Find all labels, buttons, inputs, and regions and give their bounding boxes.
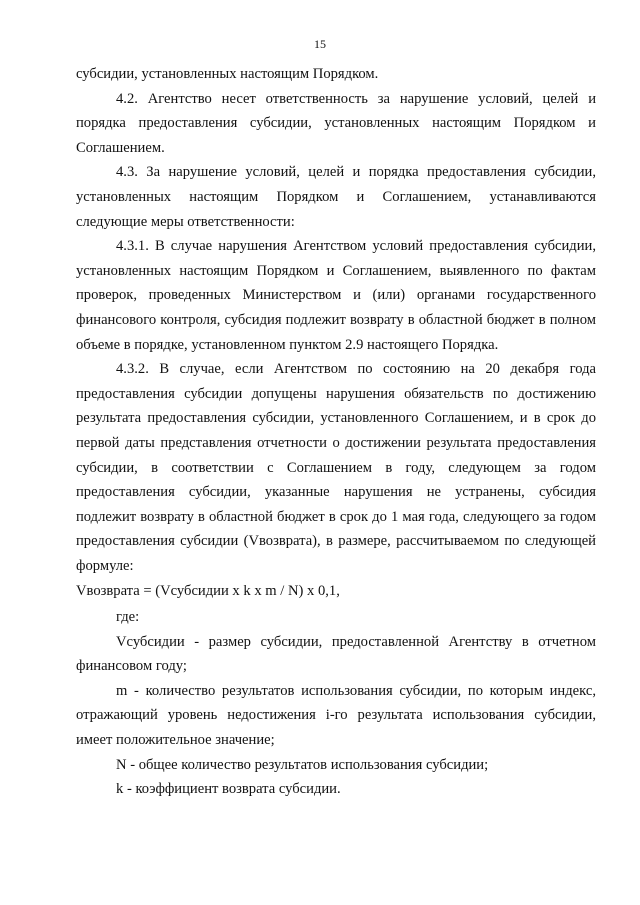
definition-k: k - коэффициент возврата субсидии. [116, 781, 341, 798]
definition-m: m - количество результатов использования субсидии, по которым индекс, отражающий уровень недостижения i-го результата использования субсидии, имеет положительное значение; [76, 682, 596, 749]
paragraph-continuation: субсидии, установленных настоящим Порядком. [76, 66, 379, 82]
document-body [76, 62, 596, 802]
formula: Vвозврата = (Vсубсидии x k x m / N) x 0,1, [76, 583, 340, 600]
paragraph-4-3: 4.3. За нарушение условий, целей и порядка предоставления субсидии, установленных настоящим Порядком и Соглашением, устанавливаются следующие меры ответственности: [76, 164, 596, 230]
page-number: 15 [314, 37, 326, 51]
paragraph-4-3-1: 4.3.1. В случае нарушения Агентством условий предоставления субсидии, установленных настоящим Порядком и Соглашением, выявленного по фактам проверок, проведенных Министерством и (или) органами государственного финансового контроля, субсидия подлежит возврату в областной бюджет в полном объеме в порядке, установленном пунктом 2.9 настоящего Порядка. [76, 238, 596, 353]
paragraph-4-2: 4.2. Агентство несет ответственность за нарушение условий, целей и порядка предоставления субсидии, установленных настоящим Порядком и Соглашением. [76, 90, 596, 156]
definition-v-subsidy: Vсубсидии - размер субсидии, предоставленной Агентству в отчетном финансовом году; [76, 633, 596, 675]
where-label: где: [116, 609, 140, 626]
paragraph-4-3-2: 4.3.2. В случае, если Агентством по состоянию на 20 декабря года предоставления субсидии допущены нарушения обязательств по достижению результата предоставления субсидии, установленного Соглашением, и в срок до первой даты представления отчетности о достижении результата предоставления субсидии, в соответствии с Соглашением в году, следующем за годом предоставления субсидии, указанные нарушения не устранены, субсидия подлежит возврату в областной бюджет в срок до 1 мая года, следующего за годом предоставления субсидии (Vвозврата), в размере, рассчитываемом по следующей формуле: [76, 361, 596, 574]
definition-n: N - общее количество результатов использования субсидии; [116, 756, 489, 773]
